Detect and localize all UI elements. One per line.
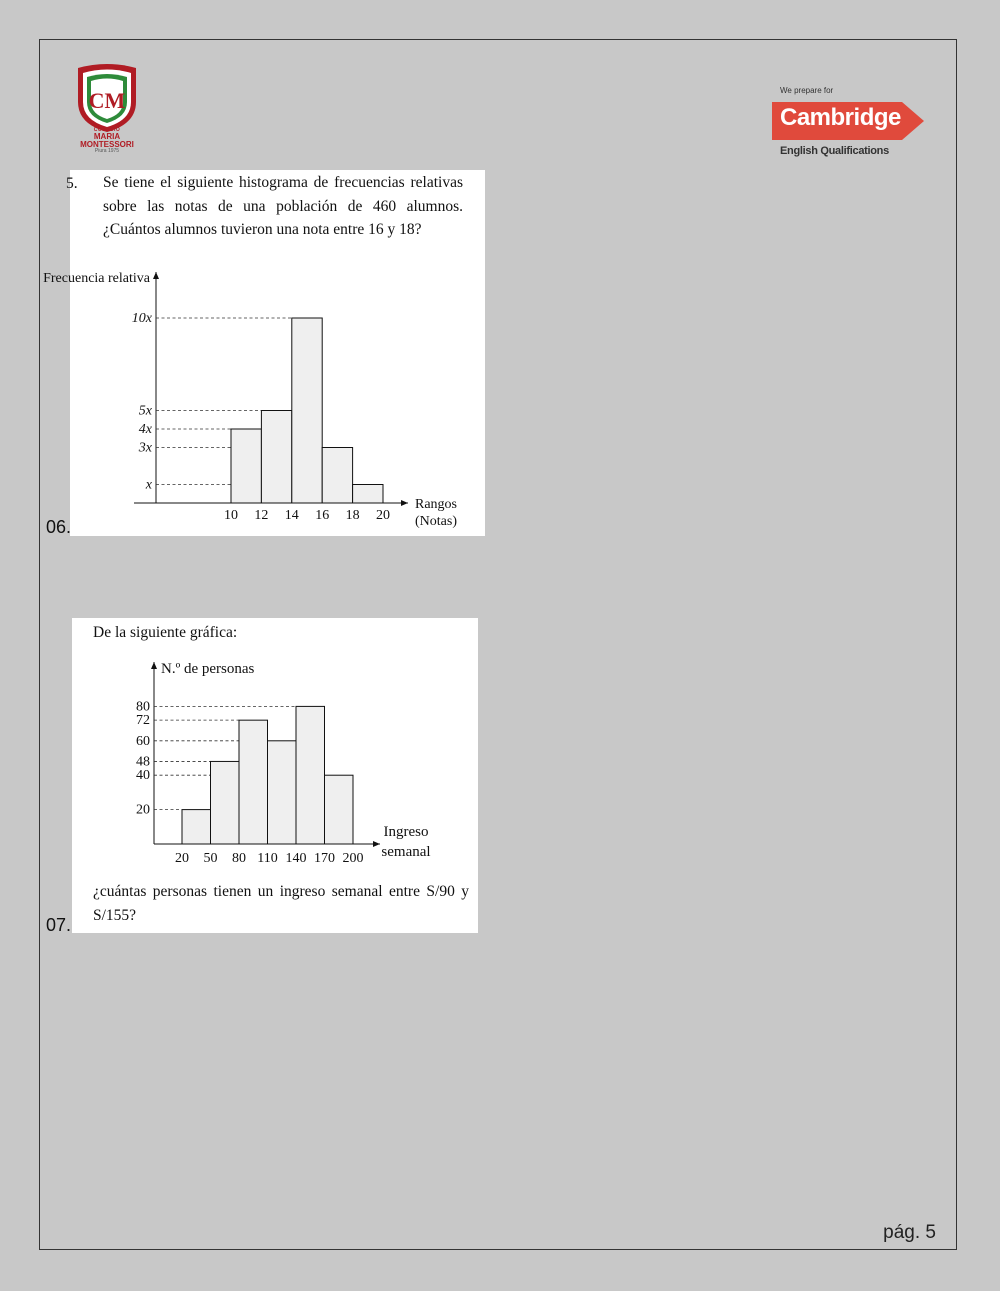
histogram-bar — [325, 775, 354, 844]
x-tick-label: 12 — [254, 508, 269, 523]
x-axis-label-line1: Rangos — [415, 497, 457, 512]
question-07-label: 07. — [46, 915, 72, 935]
question-07-card — [72, 618, 478, 933]
histogram-bar — [211, 761, 240, 844]
cambridge-prepare-text: We prepare for — [780, 86, 834, 95]
y-tick-label: 10x — [131, 311, 152, 326]
y-axis-arrow — [151, 662, 157, 669]
y-tick-label: 48 — [136, 754, 150, 770]
histogram-bar — [268, 741, 297, 844]
y-tick-label: 3x — [138, 440, 152, 456]
x-tick-label: 200 — [342, 851, 364, 866]
x-tick-label: 14 — [284, 508, 299, 523]
school-line-1: COLEGIO — [93, 127, 121, 133]
histogram-ingreso — [72, 618, 478, 878]
histogram-bar — [261, 411, 291, 504]
x-tick-label: 20 — [175, 851, 189, 866]
school-name — [66, 128, 148, 154]
y-axis-label: Frecuencia relativa — [43, 271, 150, 286]
x-axis-arrow — [401, 500, 408, 506]
x-tick-label: 20 — [376, 508, 390, 523]
cambridge-brand: Cambridge — [780, 104, 901, 131]
question-06-label: 06. — [46, 517, 72, 537]
x-tick-label: 18 — [345, 508, 360, 523]
y-tick-label: 60 — [136, 733, 150, 749]
histogram-bar — [296, 706, 325, 844]
histogram-bar — [292, 318, 322, 503]
y-axis-arrow — [153, 272, 159, 279]
x-tick-label: 16 — [315, 508, 330, 523]
x-axis-label-line2: semanal — [381, 844, 431, 860]
svg-text:CM: CM — [88, 88, 126, 113]
school-line-4: Piura 1975 — [94, 148, 120, 154]
x-tick-label: 110 — [257, 851, 278, 866]
y-tick-label: x — [145, 477, 152, 493]
x-axis-label-line1: Ingreso — [383, 824, 429, 840]
school-line-3: MONTESSORI — [80, 140, 134, 149]
y-tick-label: 80 — [136, 699, 150, 715]
y-tick-label: 20 — [136, 802, 150, 818]
histogram-bar — [182, 810, 211, 844]
y-axis-label: N.º de personas — [161, 661, 255, 677]
question-06-text: Se tiene el siguiente histograma de frecuencias relativas sobre las notas de una población de 460 alumnos. ¿Cuántos alumnos tuvieron una nota entre 16 y 18? — [103, 174, 463, 238]
cambridge-sub: English Qualifications — [780, 145, 889, 157]
histogram-bar — [322, 448, 352, 504]
question-07-text: ¿cuántas personas tienen un ingreso semanal entre S/90 y S/155? — [93, 883, 469, 924]
x-tick-label: 80 — [232, 851, 246, 866]
school-line-2: MARIA — [93, 132, 121, 141]
y-tick-label: 4x — [138, 422, 152, 437]
x-axis-label-line2: (Notas) — [415, 514, 457, 529]
x-tick-label: 140 — [285, 851, 307, 866]
x-axis-arrow — [373, 841, 380, 847]
cambridge-logo — [772, 84, 932, 164]
x-tick-label: 170 — [314, 851, 335, 866]
question-07-intro: De la siguiente gráfica: — [93, 624, 238, 641]
histogram-bar — [231, 429, 261, 503]
y-tick-label: 40 — [136, 768, 150, 784]
question-number-prefix: 5. — [66, 175, 78, 192]
histogram-bar — [353, 485, 383, 504]
y-tick-label: 72 — [136, 713, 150, 729]
x-tick-label: 50 — [203, 851, 218, 866]
histogram-bar — [239, 720, 268, 844]
page-number: pág. 5 — [883, 1222, 936, 1243]
x-tick-label: 10 — [224, 508, 238, 523]
y-tick-label: 5x — [138, 403, 152, 419]
